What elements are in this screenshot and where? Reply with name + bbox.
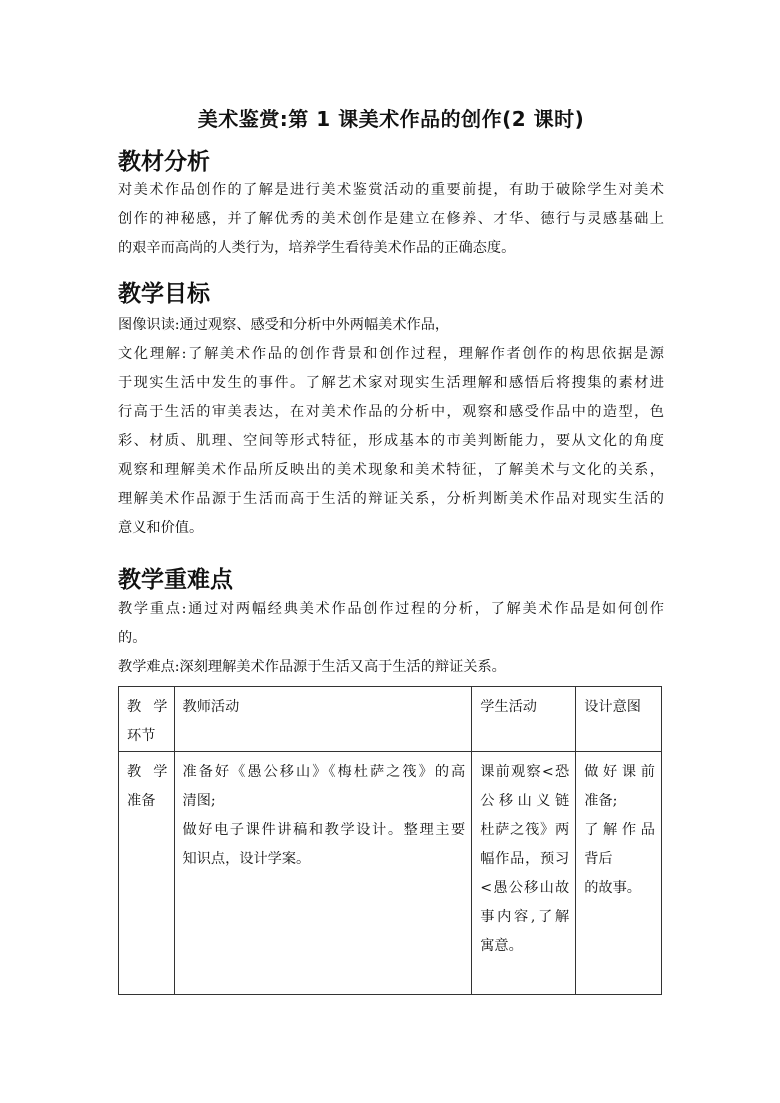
goal-culture-line: 理解美术作品源于生活而高于生活的辩证关系，分析判断美术作品对现实生活的 <box>118 491 664 507</box>
goal-culture-line: 文化理解:了解美术作品的创作背景和创作过程，理解作者创作的构思依据是源 <box>118 346 664 362</box>
student-activity-line: 事内容,了解 <box>480 909 570 925</box>
table-row <box>119 752 662 995</box>
design-intent-line: 做好课前 <box>584 764 655 780</box>
goal-culture-line: 观察和理解美术作品所反映出的美术现象和美术特征，了解美术与文化的关系， <box>118 462 664 478</box>
design-intent-line: 背后 <box>584 851 613 867</box>
goals-paragraph <box>118 311 664 543</box>
teacher-activity-line: 清图; <box>182 793 216 809</box>
difficult-point: 教学难点:深刻理解美术作品源于生活又高于生活的辩证关系。 <box>118 659 506 675</box>
keypoints-paragraph <box>118 595 664 682</box>
document-title: 美术鉴赏:第 1 课美术作品的创作(2 课时) <box>197 107 585 131</box>
header-teacher-cell: 教师活动 <box>174 687 472 752</box>
design-intent-line: 了解作品 <box>584 822 655 838</box>
goal-culture-line: 行高于生活的审美表达，在对美术作品的分析中，观察和感受作品中的造型，色 <box>118 404 664 420</box>
design-intent-cell <box>576 752 662 995</box>
student-activity-line: 杜萨之筏》两 <box>480 822 570 838</box>
design-intent-line: 的故事。 <box>584 880 641 896</box>
stage-line: 教 学 <box>127 764 168 780</box>
goal-culture-line: 彩、材质、肌理、空间等形式特征，形成基本的市美判断能力，要从文化的角度 <box>118 433 664 449</box>
goal-culture-line: 于现实生活中发生的事件。了解艺术家对现实生活理解和感悟后将搜集的素材进 <box>118 375 664 391</box>
student-activity-cell <box>472 752 576 995</box>
student-activity-line: 课前观察<恐 <box>480 764 570 780</box>
analysis-line: 对美术作品创作的了解是进行美术鉴赏活动的重要前提，有助于破除学生对美术 <box>118 182 664 198</box>
analysis-paragraph <box>118 176 664 263</box>
heading-key-difficult-points: 教学重难点 <box>118 567 233 593</box>
header-stage-line: 教 学 <box>127 699 168 715</box>
header-student-cell: 学生活动 <box>472 687 576 752</box>
header-intent-cell: 设计意图 <box>576 687 662 752</box>
stage-cell <box>119 752 175 995</box>
table-header-row <box>119 687 662 752</box>
heading-teaching-goals: 教学目标 <box>118 281 210 307</box>
key-point-line: 教学重点:通过对两幅经典美术作品创作过程的分析，了解美术作品是如何创作 <box>118 601 664 617</box>
student-activity-line: 幅作品，预习 <box>480 851 570 867</box>
student-activity-line: <愚公移山故 <box>480 880 570 896</box>
teacher-activity-line: 知识点，设计学案。 <box>182 851 311 867</box>
teacher-activity-cell <box>174 752 472 995</box>
analysis-line: 的艰辛而高尚的人类行为，培养学生看待美术作品的正确态度。 <box>118 240 516 256</box>
teacher-activity-line: 做好电子课件讲稿和教学设计。整理主要 <box>182 822 466 838</box>
heading-textbook-analysis: 教材分析 <box>118 149 210 175</box>
key-point-line: 的。 <box>118 630 147 646</box>
student-activity-line: 公移山义链 <box>480 793 570 809</box>
stage-line: 准备 <box>127 793 156 809</box>
goal-image-reading: 图像识读:通过观察、感受和分析中外两幅美术作品， <box>118 317 450 333</box>
teacher-activity-line: 准备好《愚公移山》《梅杜萨之筏》的高 <box>182 764 466 780</box>
design-intent-line: 准备; <box>584 793 618 809</box>
analysis-line: 创作的神秘感，并了解优秀的美术创作是建立在修养、才华、德行与灵感基础上 <box>118 211 664 227</box>
lesson-plan-table <box>118 686 662 995</box>
student-activity-line: 寓意。 <box>480 938 523 954</box>
header-stage-cell <box>119 687 175 752</box>
goal-culture-line: 意义和价值。 <box>118 520 204 536</box>
header-stage-line: 环节 <box>127 728 156 744</box>
